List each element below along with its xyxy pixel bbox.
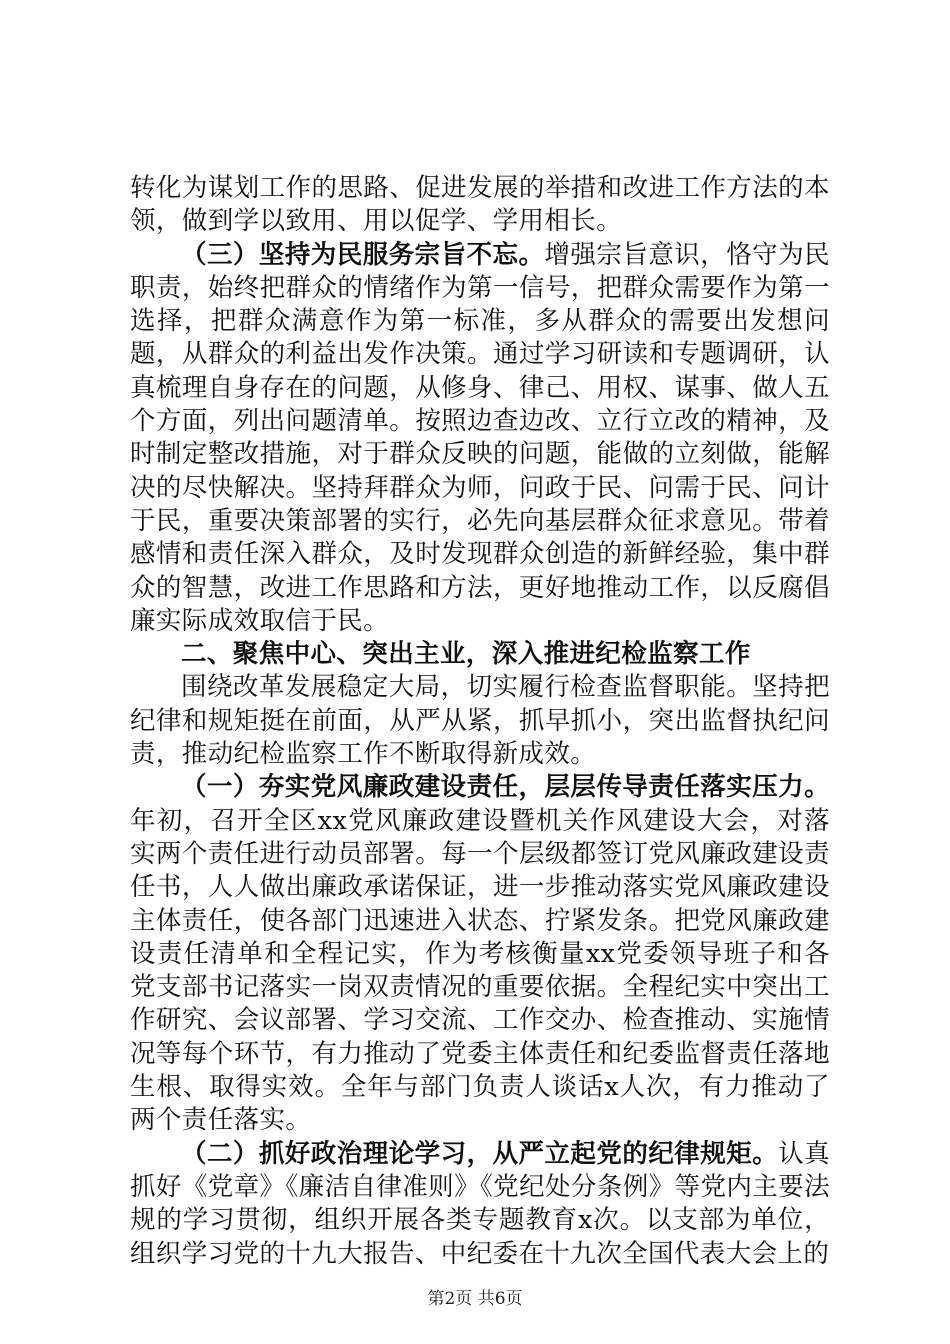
paragraph-subsection-1 [130,771,830,1137]
paragraph-subsection-2 [130,1138,830,1271]
document-body [130,172,830,1271]
paragraph-text: 围绕改革发展稳定大局，切实履行检查监督职能。坚持把纪律和规矩挺在前面，从严从紧，抓早抓小，突出监督执纪问责，推动纪检监察工作不断取得新成效。 [130,672,830,770]
paragraph-intro [130,671,830,771]
paragraph-continuation [130,172,830,239]
paragraph-text: 年初，召开全区xx党风廉政建设暨机关作风建设大会，对落实两个责任进行动员部署。每一个层级都签订党风廉政建设责任书，人人做出廉政承诺保证，进一步推动落实党风廉政建设主体责任，使各部门迅速进入状态、拧紧发条。把党风廉政建设责任清单和全程记实，作为考核衡量xx党委领导班子和各党支部书记落实一岗双责情况的重要依据。全程纪实中突出工作研究、会议部署、学习交流、工作交办、检查推动、实施情况等每个环节，有力推动了党委主体责任和纪委监督责任落地生根、取得实效。全年与部门负责人谈话x人次，有力推动了两个责任落实。 [130,805,830,1136]
paragraph-heading: （三）坚持为民服务宗旨不忘。 [181,239,545,270]
paragraph-text: 转化为谋划工作的思路、促进发展的举措和改进工作方法的本领，做到学以致用、用以促学、学用相长。 [130,173,830,237]
paragraph-text: 增强宗旨意识，恪守为民职责，始终把群众的情绪作为第一信号，把群众需要作为第一选择，把群众满意作为第一标准，多从群众的需要出发想问题，从群众的利益出发作决策。通过学习研读和专题调研，认真梳理自身存在的问题，从修身、律己、用权、谋事、做人五个方面，列出问题清单。按照边查边改、立行立改的精神，及时制定整改措施，对于群众反映的问题，能做的立刻做，能解决的尽快解决。坚持拜群众为师，问政于民、问需于民、问计于民，重要决策部署的实行，必先向基层群众征求意见。带着感情和责任深入群众，及时发现群众创造的新鲜经验，集中群众的智慧，改进工作思路和方法，更好地推动工作，以反腐倡廉实际成效取信于民。 [130,239,830,636]
section-heading-2 [130,638,830,671]
paragraph-text: 认真抓好《党章》《廉洁自律准则》《党纪处分条例》等党内主要法规的学习贯彻，组织开展各类专题教育x次。以支部为单位，组织学习党的十九大报告、中纪委在十九次全国代表大会上的 [130,1138,830,1269]
page-footer: 第2页 共6页 [427,1289,523,1309]
paragraph-section-3 [130,239,830,639]
section-heading-text: 二、聚焦中心、突出主业，深入推进纪检监察工作 [181,639,751,670]
paragraph-heading: （一）夯实党风廉政建设责任，层层传导责任落实压力。 [181,772,830,803]
paragraph-heading: （二）抓好政治理论学习，从严立起党的纪律规矩。 [181,1138,779,1169]
